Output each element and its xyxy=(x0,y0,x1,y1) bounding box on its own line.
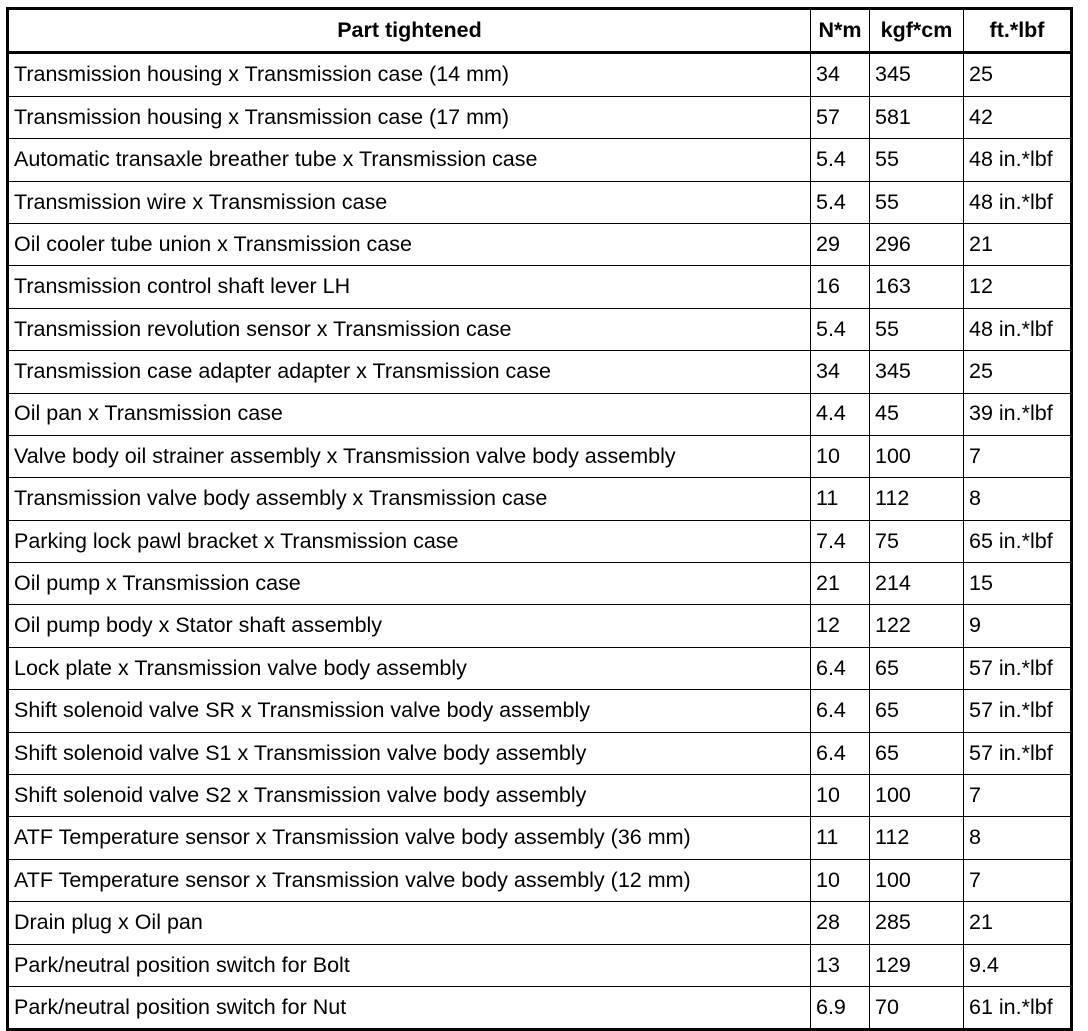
kgf-cm-cell: 100 xyxy=(870,859,964,901)
header-part-tightened: Part tightened xyxy=(8,9,811,53)
header-ft-lbf: ft.*lbf xyxy=(964,9,1072,53)
part-cell: Transmission housing x Transmission case (17 mm) xyxy=(8,96,811,138)
kgf-cm-cell: 581 xyxy=(870,96,964,138)
nm-cell: 10 xyxy=(811,859,870,901)
kgf-cm-cell: 345 xyxy=(870,53,964,96)
part-cell: Parking lock pawl bracket x Transmission case xyxy=(8,520,811,562)
kgf-cm-cell: 70 xyxy=(870,986,964,1029)
nm-cell: 7.4 xyxy=(811,520,870,562)
table-row xyxy=(8,520,1072,562)
part-cell: Valve body oil strainer assembly x Transmission valve body assembly xyxy=(8,435,811,477)
part-cell: Park/neutral position switch for Nut xyxy=(8,986,811,1029)
part-cell: Transmission case adapter adapter x Transmission case xyxy=(8,351,811,393)
kgf-cm-cell: 296 xyxy=(870,223,964,265)
header-kgf-cm: kgf*cm xyxy=(870,9,964,53)
nm-cell: 28 xyxy=(811,902,870,944)
nm-cell: 5.4 xyxy=(811,181,870,223)
part-cell: Oil pan x Transmission case xyxy=(8,393,811,435)
part-cell: Drain plug x Oil pan xyxy=(8,902,811,944)
nm-cell: 21 xyxy=(811,563,870,605)
ft-lbf-cell: 12 xyxy=(964,266,1072,308)
ft-lbf-cell: 65 in.*lbf xyxy=(964,520,1072,562)
ft-lbf-cell: 57 in.*lbf xyxy=(964,690,1072,732)
table-row xyxy=(8,308,1072,350)
ft-lbf-cell: 7 xyxy=(964,859,1072,901)
kgf-cm-cell: 55 xyxy=(870,139,964,181)
ft-lbf-cell: 61 in.*lbf xyxy=(964,986,1072,1029)
table-row xyxy=(8,647,1072,689)
kgf-cm-cell: 214 xyxy=(870,563,964,605)
part-cell: Transmission control shaft lever LH xyxy=(8,266,811,308)
nm-cell: 57 xyxy=(811,96,870,138)
part-cell: Shift solenoid valve S2 x Transmission valve body assembly xyxy=(8,775,811,817)
ft-lbf-cell: 57 in.*lbf xyxy=(964,647,1072,689)
nm-cell: 29 xyxy=(811,223,870,265)
table-row xyxy=(8,986,1072,1029)
nm-cell: 6.4 xyxy=(811,647,870,689)
ft-lbf-cell: 8 xyxy=(964,817,1072,859)
ft-lbf-cell: 15 xyxy=(964,563,1072,605)
nm-cell: 13 xyxy=(811,944,870,986)
kgf-cm-cell: 55 xyxy=(870,308,964,350)
ft-lbf-cell: 7 xyxy=(964,775,1072,817)
ft-lbf-cell: 25 xyxy=(964,53,1072,96)
table-row xyxy=(8,817,1072,859)
part-cell: ATF Temperature sensor x Transmission valve body assembly (36 mm) xyxy=(8,817,811,859)
part-cell: Shift solenoid valve SR x Transmission valve body assembly xyxy=(8,690,811,732)
ft-lbf-cell: 21 xyxy=(964,223,1072,265)
part-cell: ATF Temperature sensor x Transmission valve body assembly (12 mm) xyxy=(8,859,811,901)
part-cell: Park/neutral position switch for Bolt xyxy=(8,944,811,986)
nm-cell: 6.9 xyxy=(811,986,870,1029)
table-row xyxy=(8,53,1072,96)
table-header-row xyxy=(8,9,1072,53)
nm-cell: 12 xyxy=(811,605,870,647)
table-row xyxy=(8,139,1072,181)
ft-lbf-cell: 48 in.*lbf xyxy=(964,308,1072,350)
part-cell: Oil pump x Transmission case xyxy=(8,563,811,605)
part-cell: Oil pump body x Stator shaft assembly xyxy=(8,605,811,647)
table-row xyxy=(8,96,1072,138)
part-cell: Lock plate x Transmission valve body assembly xyxy=(8,647,811,689)
nm-cell: 34 xyxy=(811,53,870,96)
ft-lbf-cell: 9.4 xyxy=(964,944,1072,986)
ft-lbf-cell: 8 xyxy=(964,478,1072,520)
kgf-cm-cell: 75 xyxy=(870,520,964,562)
table-row xyxy=(8,775,1072,817)
kgf-cm-cell: 65 xyxy=(870,690,964,732)
nm-cell: 6.4 xyxy=(811,690,870,732)
table-row xyxy=(8,944,1072,986)
nm-cell: 5.4 xyxy=(811,308,870,350)
nm-cell: 34 xyxy=(811,351,870,393)
table-row xyxy=(8,478,1072,520)
part-cell: Automatic transaxle breather tube x Transmission case xyxy=(8,139,811,181)
kgf-cm-cell: 112 xyxy=(870,817,964,859)
torque-specification-table xyxy=(6,7,1073,1031)
part-cell: Oil cooler tube union x Transmission case xyxy=(8,223,811,265)
table-row xyxy=(8,732,1072,774)
kgf-cm-cell: 55 xyxy=(870,181,964,223)
ft-lbf-cell: 42 xyxy=(964,96,1072,138)
nm-cell: 16 xyxy=(811,266,870,308)
table-row xyxy=(8,859,1072,901)
part-cell: Shift solenoid valve S1 x Transmission valve body assembly xyxy=(8,732,811,774)
kgf-cm-cell: 129 xyxy=(870,944,964,986)
table-row xyxy=(8,181,1072,223)
ft-lbf-cell: 7 xyxy=(964,435,1072,477)
part-cell: Transmission housing x Transmission case (14 mm) xyxy=(8,53,811,96)
nm-cell: 6.4 xyxy=(811,732,870,774)
table-row xyxy=(8,435,1072,477)
nm-cell: 11 xyxy=(811,478,870,520)
part-cell: Transmission valve body assembly x Transmission case xyxy=(8,478,811,520)
kgf-cm-cell: 100 xyxy=(870,435,964,477)
kgf-cm-cell: 112 xyxy=(870,478,964,520)
part-cell: Transmission revolution sensor x Transmission case xyxy=(8,308,811,350)
ft-lbf-cell: 57 in.*lbf xyxy=(964,732,1072,774)
nm-cell: 11 xyxy=(811,817,870,859)
ft-lbf-cell: 25 xyxy=(964,351,1072,393)
kgf-cm-cell: 285 xyxy=(870,902,964,944)
kgf-cm-cell: 345 xyxy=(870,351,964,393)
ft-lbf-cell: 21 xyxy=(964,902,1072,944)
ft-lbf-cell: 48 in.*lbf xyxy=(964,181,1072,223)
kgf-cm-cell: 163 xyxy=(870,266,964,308)
ft-lbf-cell: 39 in.*lbf xyxy=(964,393,1072,435)
table-row xyxy=(8,902,1072,944)
ft-lbf-cell: 9 xyxy=(964,605,1072,647)
nm-cell: 4.4 xyxy=(811,393,870,435)
table-row xyxy=(8,393,1072,435)
kgf-cm-cell: 65 xyxy=(870,647,964,689)
table-row xyxy=(8,605,1072,647)
kgf-cm-cell: 65 xyxy=(870,732,964,774)
header-newton-meter: N*m xyxy=(811,9,870,53)
kgf-cm-cell: 122 xyxy=(870,605,964,647)
kgf-cm-cell: 100 xyxy=(870,775,964,817)
table-row xyxy=(8,563,1072,605)
kgf-cm-cell: 45 xyxy=(870,393,964,435)
table-row xyxy=(8,223,1072,265)
table-row xyxy=(8,690,1072,732)
nm-cell: 10 xyxy=(811,775,870,817)
nm-cell: 5.4 xyxy=(811,139,870,181)
table-row xyxy=(8,266,1072,308)
nm-cell: 10 xyxy=(811,435,870,477)
part-cell: Transmission wire x Transmission case xyxy=(8,181,811,223)
ft-lbf-cell: 48 in.*lbf xyxy=(964,139,1072,181)
table-row xyxy=(8,351,1072,393)
